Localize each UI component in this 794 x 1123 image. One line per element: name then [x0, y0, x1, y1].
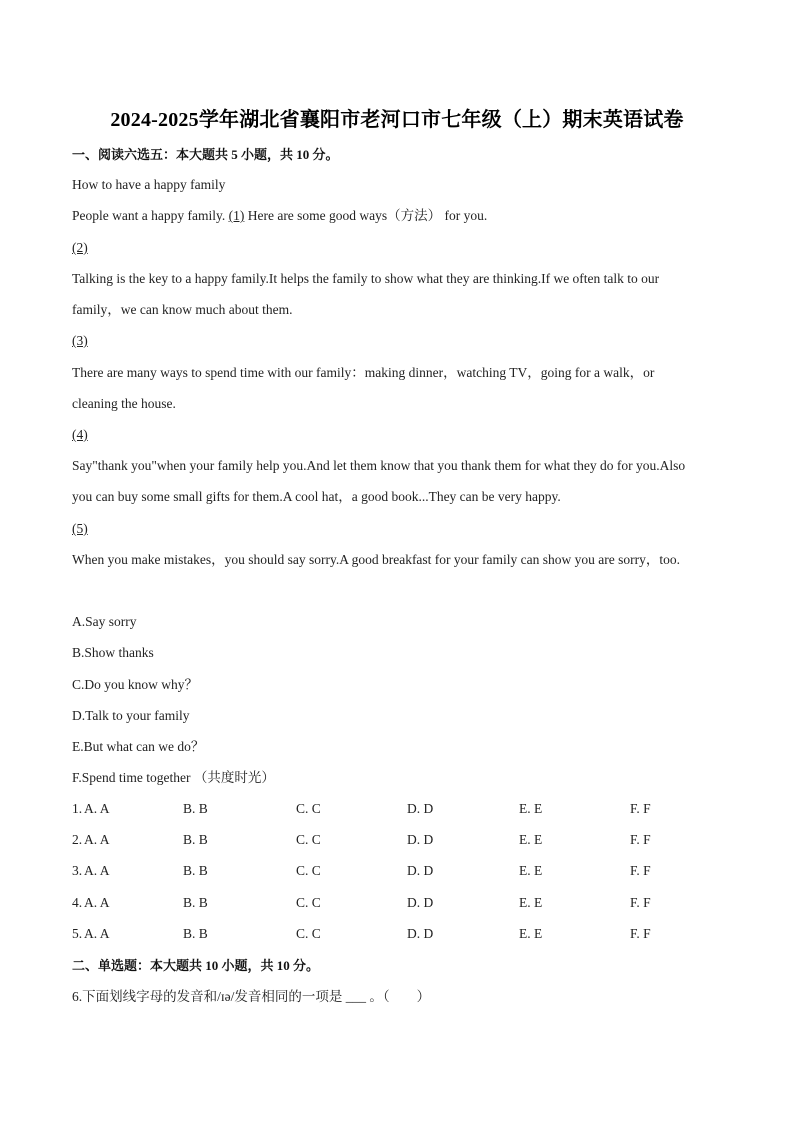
blank-2: (2): [72, 240, 88, 255]
question-3-row: [72, 863, 732, 879]
question-number: 1.: [72, 801, 83, 816]
question-4-option-e[interactable]: E. E: [519, 895, 543, 910]
question-6: [72, 989, 430, 1005]
question-5-option-e[interactable]: E. E: [519, 926, 543, 941]
section-1-heading-suffix: 分。: [312, 147, 339, 162]
question-3-option-f[interactable]: F. F: [630, 863, 651, 878]
paragraph-4-line-1: Say"thank you"when your family help you.And let them know that you thank them for what they do for you.Also: [72, 458, 686, 473]
blank-3: (3): [72, 333, 88, 348]
choice-a: A.Say sorry: [72, 614, 137, 629]
question-3-option-b[interactable]: B. B: [183, 863, 208, 878]
question-4-row: [72, 895, 732, 911]
question-6-text-after: 。（ ）: [369, 989, 431, 1004]
exam-title: 2024-2025学年湖北省襄阳市老河口市七年级（上）期末英语试卷: [110, 109, 684, 131]
question-5-option-d[interactable]: D. D: [407, 926, 434, 941]
choice-c: C.Do you know why？: [72, 677, 199, 692]
paragraph-3-line-1: There are many ways to spend time with our family：making dinner，watching TV，going for a walk，or: [72, 365, 655, 380]
question-1-option-d[interactable]: D. D: [407, 801, 434, 816]
question-4-option-f[interactable]: F. F: [630, 895, 651, 910]
question-1-option-e[interactable]: E. E: [519, 801, 543, 816]
question-4-option-d[interactable]: D. D: [407, 895, 434, 910]
choice-e: E.But what can we do？: [72, 739, 205, 754]
question-number: 5.: [72, 926, 83, 941]
paragraph-2-line-1: Talking is the key to a happy family.It helps the family to show what they are thinking.If we often talk to our: [72, 271, 660, 286]
question-2-option-b[interactable]: B. B: [183, 832, 208, 847]
section-1-heading: [72, 147, 339, 163]
question-1-option-c[interactable]: C. C: [296, 801, 321, 816]
question-1-option-b[interactable]: B. B: [183, 801, 208, 816]
blank-1: (1): [228, 208, 245, 223]
question-5-option-c[interactable]: C. C: [296, 926, 321, 941]
question-2-option-f[interactable]: F. F: [630, 832, 651, 847]
question-6-blank: ___: [345, 989, 366, 1004]
question-5-option-a[interactable]: A. A: [84, 926, 110, 941]
question-3-option-c[interactable]: C. C: [296, 863, 321, 878]
section-1-points: 10: [296, 147, 310, 162]
passage-intro-after: Here are some good ways（方法） for you.: [247, 208, 488, 223]
passage-intro-before: People want a happy family.: [72, 208, 226, 223]
choice-f: F.Spend time together （共度时光）: [72, 770, 275, 785]
section-1-heading-prefix: 一、阅读六选五：本大题共: [72, 147, 229, 162]
question-number: 4.: [72, 895, 83, 910]
question-3-option-e[interactable]: E. E: [519, 863, 543, 878]
passage-title: How to have a happy family: [72, 177, 226, 192]
question-4-option-b[interactable]: B. B: [183, 895, 208, 910]
section-2-heading: [72, 958, 319, 974]
question-2-option-c[interactable]: C. C: [296, 832, 321, 847]
question-number: 2.: [72, 832, 83, 847]
choice-d: D.Talk to your family: [72, 708, 190, 723]
choice-b: B.Show thanks: [72, 645, 154, 660]
question-5-option-b[interactable]: B. B: [183, 926, 208, 941]
section-1-heading-mid: 小题，共: [241, 147, 294, 162]
section-1-question-count: 5: [231, 147, 238, 162]
paragraph-5-line-1: When you make mistakes，you should say sorry.A good breakfast for your family can show you are sorry，too.: [72, 552, 680, 567]
question-5-option-f[interactable]: F. F: [630, 926, 651, 941]
question-1-option-a[interactable]: A. A: [84, 801, 110, 816]
passage-intro: [72, 208, 487, 224]
question-4-option-a[interactable]: A. A: [84, 895, 110, 910]
section-2-heading-prefix: 二、单选题：本大题共: [72, 958, 203, 973]
question-4-option-c[interactable]: C. C: [296, 895, 321, 910]
question-2-row: [72, 832, 732, 848]
blank-4: (4): [72, 427, 88, 442]
question-5-row: [72, 926, 732, 942]
question-2-option-e[interactable]: E. E: [519, 832, 543, 847]
section-2-points: 10: [276, 958, 290, 973]
section-2-heading-suffix: 分。: [293, 958, 320, 973]
question-1-option-f[interactable]: F. F: [630, 801, 651, 816]
question-number: 3.: [72, 863, 83, 878]
paragraph-3-line-2: cleaning the house.: [72, 396, 176, 411]
blank-5: (5): [72, 521, 88, 536]
question-3-option-a[interactable]: A. A: [84, 863, 110, 878]
question-2-option-a[interactable]: A. A: [84, 832, 110, 847]
paragraph-2-line-2: family，we can know much about them.: [72, 302, 293, 317]
question-2-option-d[interactable]: D. D: [407, 832, 434, 847]
question-1-row: [72, 801, 732, 817]
section-2-question-count: 10: [205, 958, 219, 973]
section-2-heading-mid: 小题，共: [221, 958, 274, 973]
question-6-text-before: 6.下面划线字母的发音和/ɪə/发音相同的一项是: [72, 989, 343, 1004]
paragraph-4-line-2: you can buy some small gifts for them.A cool hat，a good book...They can be very happy.: [72, 489, 561, 504]
question-3-option-d[interactable]: D. D: [407, 863, 434, 878]
